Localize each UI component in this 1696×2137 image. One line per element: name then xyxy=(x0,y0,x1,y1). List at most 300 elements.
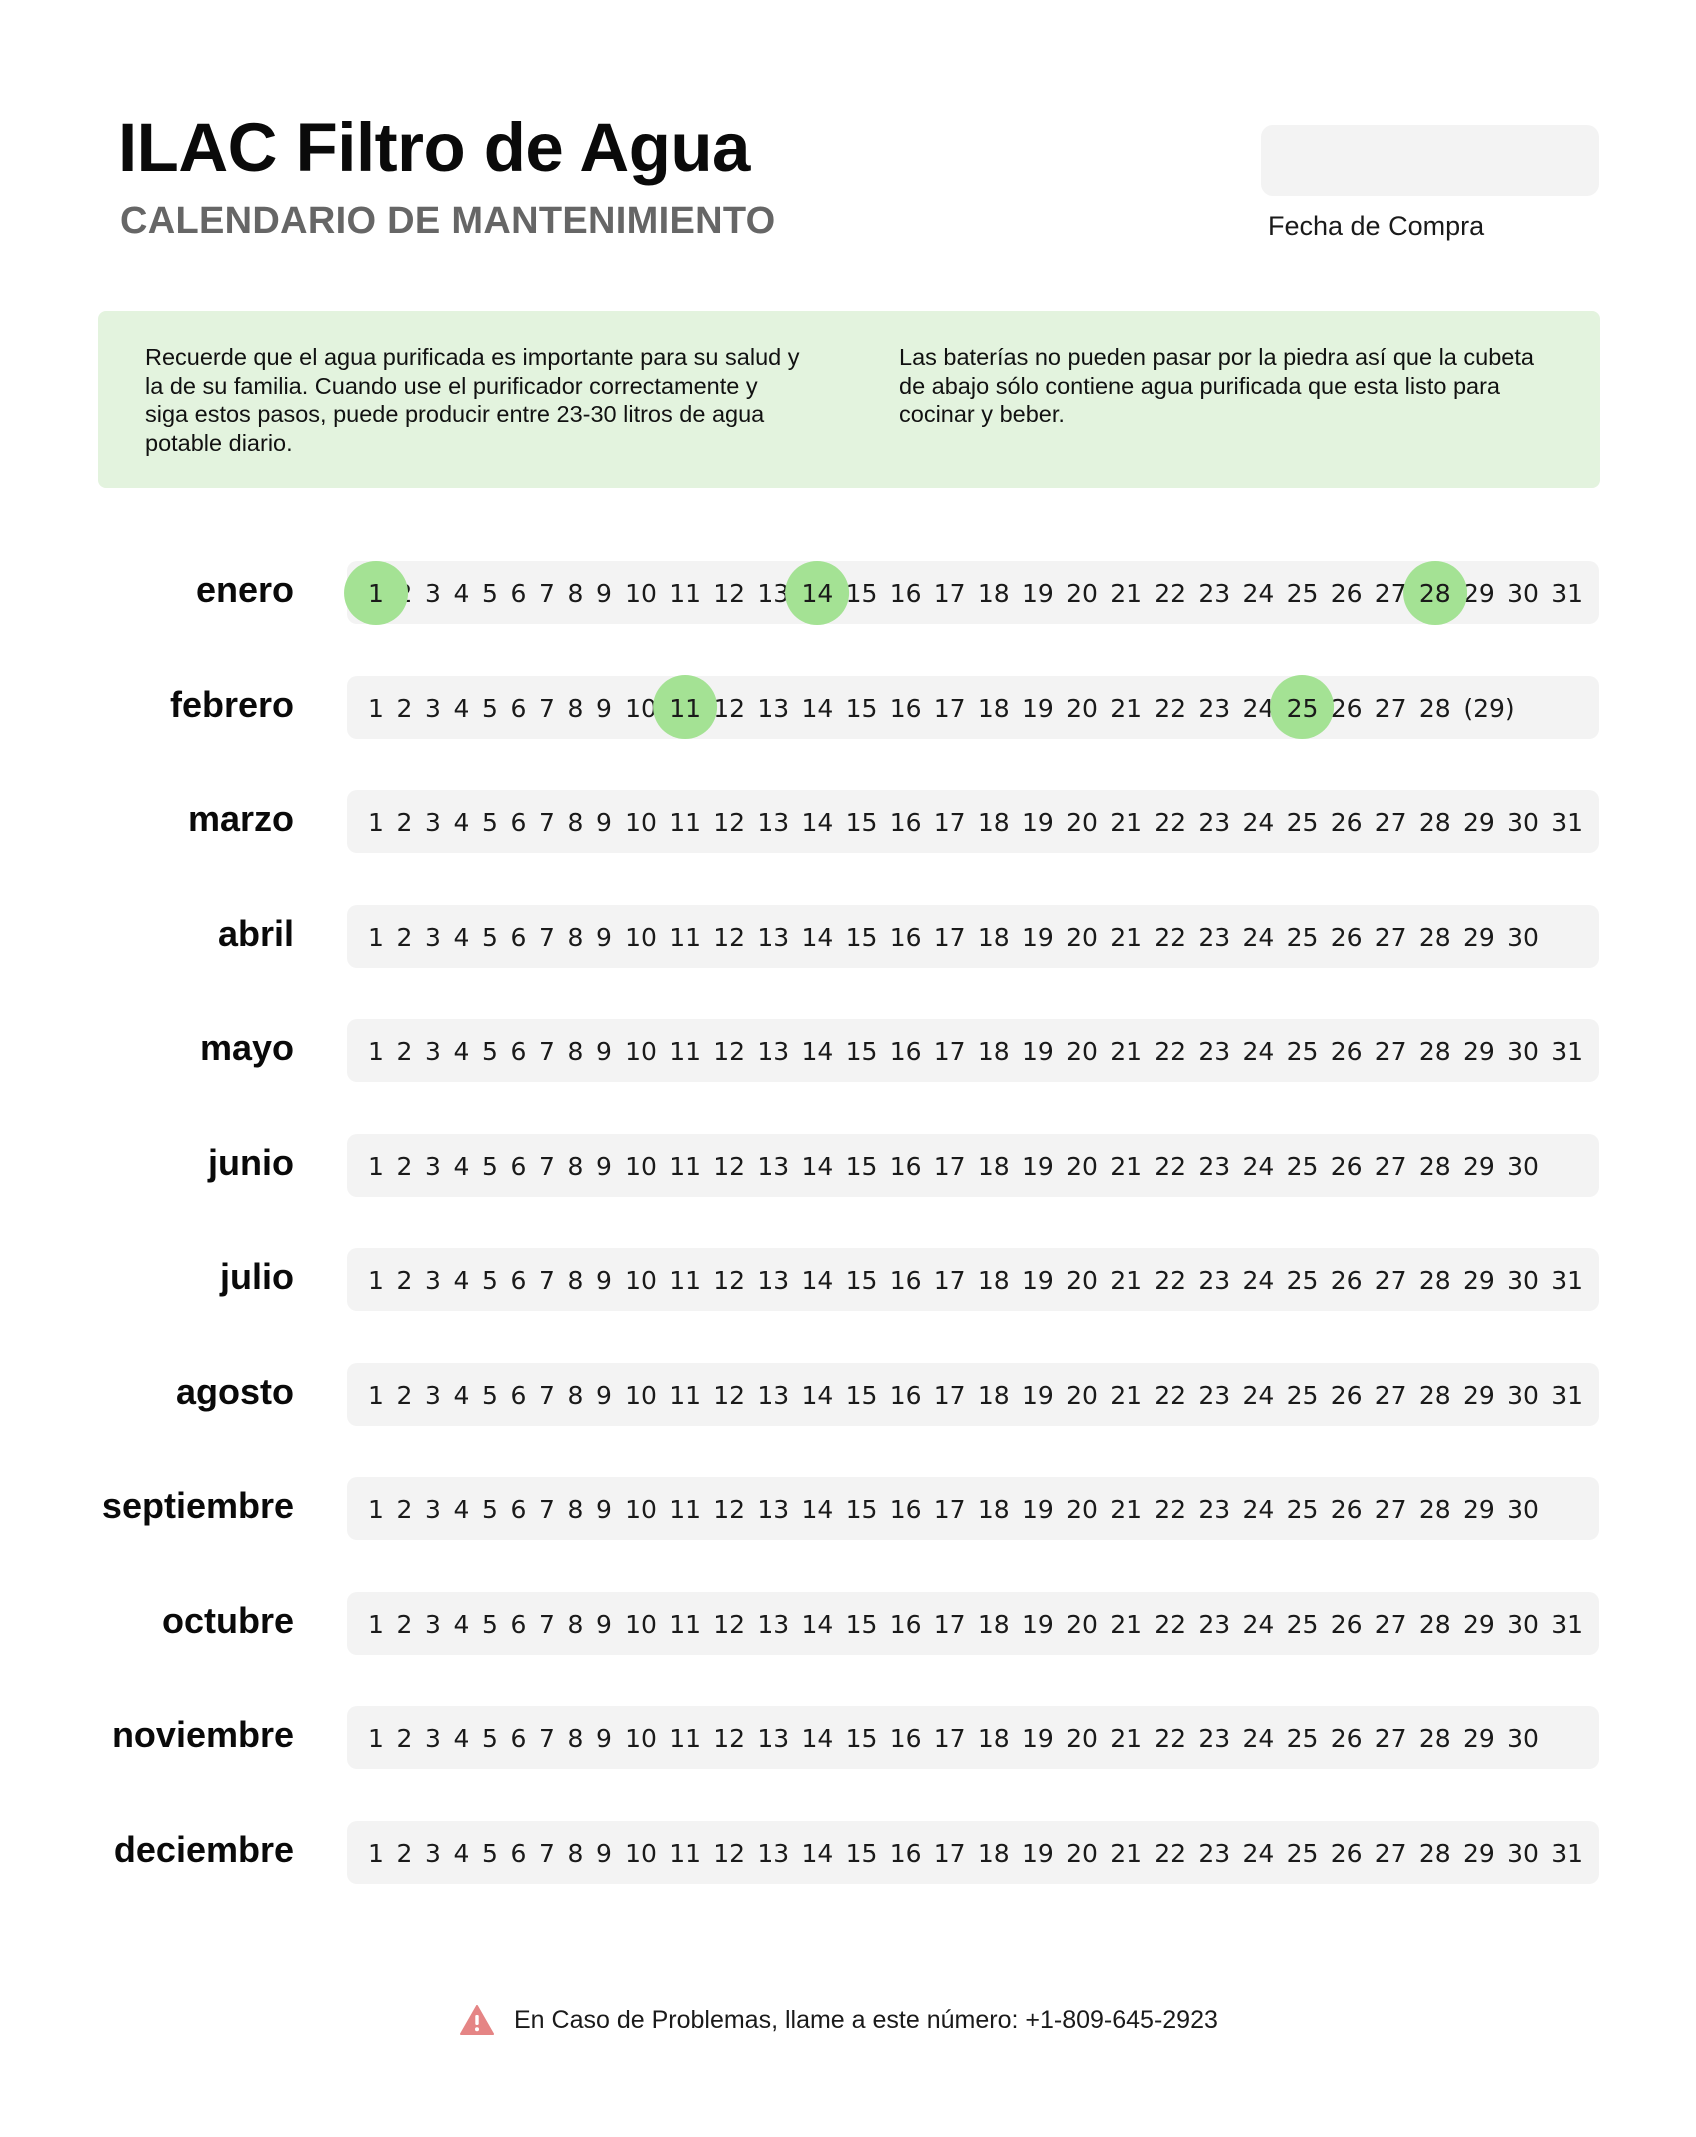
day[interactable]: 27 xyxy=(1374,693,1407,723)
day[interactable]: 24 xyxy=(1242,1838,1275,1868)
day[interactable]: 14 xyxy=(801,1037,834,1066)
day[interactable]: 19 xyxy=(1021,1838,1054,1868)
day[interactable]: 16 xyxy=(889,579,922,608)
day[interactable]: 6 xyxy=(510,922,527,952)
day[interactable]: 3 xyxy=(425,579,441,608)
day[interactable]: 27 xyxy=(1374,1724,1407,1753)
day[interactable]: 5 xyxy=(482,808,498,837)
day[interactable]: 14 xyxy=(801,922,834,952)
day[interactable]: 14 xyxy=(801,1380,834,1410)
day[interactable]: 2 xyxy=(396,693,413,723)
day[interactable]: 23 xyxy=(1198,1037,1231,1066)
day[interactable]: 25 xyxy=(1286,808,1319,837)
day[interactable]: 6 xyxy=(510,1838,527,1868)
day[interactable]: 7 xyxy=(539,693,555,723)
day[interactable]: 4 xyxy=(453,1838,470,1868)
day[interactable]: 22 xyxy=(1154,922,1187,952)
day[interactable]: 4 xyxy=(453,1037,470,1066)
day[interactable]: 27 xyxy=(1374,808,1407,837)
day[interactable]: 12 xyxy=(713,1609,746,1639)
day[interactable]: 11 xyxy=(669,1037,701,1066)
day[interactable]: 19 xyxy=(1021,922,1054,952)
day[interactable]: 15 xyxy=(845,579,878,608)
day[interactable]: 26 xyxy=(1330,1151,1363,1181)
day[interactable]: 5 xyxy=(482,1495,498,1524)
day[interactable]: 24 xyxy=(1242,1380,1275,1410)
day[interactable]: 22 xyxy=(1154,1609,1187,1639)
day[interactable]: 18 xyxy=(977,922,1010,952)
day[interactable]: 10 xyxy=(625,1724,657,1753)
day[interactable]: 26 xyxy=(1330,808,1363,837)
day[interactable]: 8 xyxy=(567,1838,584,1868)
day[interactable]: 15 xyxy=(845,693,878,723)
day[interactable]: 1 xyxy=(368,1151,384,1181)
day[interactable]: 6 xyxy=(510,1495,527,1524)
day[interactable]: 7 xyxy=(539,1151,555,1181)
day[interactable]: 13 xyxy=(757,693,790,723)
day[interactable]: 28 xyxy=(1418,693,1451,723)
day[interactable]: 23 xyxy=(1198,1495,1231,1524)
day[interactable]: 16 xyxy=(889,808,922,837)
day[interactable]: 15 xyxy=(845,1724,878,1753)
day[interactable]: 23 xyxy=(1198,1151,1231,1181)
day[interactable]: 29 xyxy=(1462,922,1495,952)
day[interactable]: 14 xyxy=(801,1151,834,1181)
day[interactable]: 28 xyxy=(1418,1724,1451,1753)
day[interactable]: 27 xyxy=(1374,579,1407,608)
day[interactable]: 3 xyxy=(425,1724,441,1753)
day[interactable]: 20 xyxy=(1066,1838,1098,1868)
day[interactable]: 6 xyxy=(510,808,527,837)
day[interactable]: 30 xyxy=(1507,1266,1539,1295)
day[interactable]: 24 xyxy=(1242,1037,1275,1066)
day[interactable]: 31 xyxy=(1551,1266,1583,1295)
day[interactable]: 7 xyxy=(539,579,555,608)
day[interactable]: 23 xyxy=(1198,693,1231,723)
day[interactable]: 22 xyxy=(1154,1724,1187,1753)
day[interactable]: 28 xyxy=(1418,1838,1451,1868)
day[interactable]: 21 xyxy=(1110,1380,1142,1410)
day[interactable]: 7 xyxy=(539,1266,555,1295)
day[interactable]: 25 xyxy=(1286,1724,1319,1753)
day[interactable]: 23 xyxy=(1198,1724,1231,1753)
day[interactable]: 5 xyxy=(482,693,498,723)
day[interactable]: 28 xyxy=(1418,1151,1451,1181)
day[interactable]: 10 xyxy=(625,579,657,608)
day[interactable]: 16 xyxy=(889,1495,922,1524)
day[interactable]: 2 xyxy=(396,1609,413,1639)
day[interactable]: 25 xyxy=(1286,1380,1319,1410)
day[interactable]: 12 xyxy=(713,1266,746,1295)
day[interactable]: 2 xyxy=(396,1495,413,1524)
day[interactable]: 12 xyxy=(713,922,746,952)
day[interactable]: 9 xyxy=(596,1495,612,1524)
day[interactable]: 21 xyxy=(1110,1266,1142,1295)
day[interactable]: 21 xyxy=(1110,1838,1142,1868)
day[interactable]: 22 xyxy=(1154,1495,1187,1524)
day[interactable]: 13 xyxy=(757,1380,790,1410)
day[interactable]: 27 xyxy=(1374,1037,1407,1066)
day[interactable]: 2 xyxy=(396,1151,413,1181)
day[interactable]: 16 xyxy=(889,693,922,723)
day[interactable]: 25 xyxy=(1286,579,1319,608)
day[interactable]: 9 xyxy=(596,1151,612,1181)
day[interactable]: 1 xyxy=(368,1266,384,1295)
day[interactable]: 7 xyxy=(539,1609,555,1639)
day[interactable]: 3 xyxy=(425,1266,441,1295)
day[interactable]: 16 xyxy=(889,1380,922,1410)
day[interactable]: 9 xyxy=(596,693,612,723)
day[interactable]: 25 xyxy=(1286,1266,1319,1295)
day[interactable]: 30 xyxy=(1507,1838,1539,1868)
day[interactable]: 3 xyxy=(425,1609,441,1639)
day[interactable]: 6 xyxy=(510,579,527,608)
day[interactable]: 21 xyxy=(1110,1724,1142,1753)
day[interactable]: 6 xyxy=(510,1380,527,1410)
day[interactable]: 6 xyxy=(510,1609,527,1639)
day[interactable]: 30 xyxy=(1507,1037,1539,1066)
day[interactable]: 7 xyxy=(539,1037,555,1066)
day-marked[interactable]: 1 xyxy=(368,561,384,624)
day[interactable]: 29 xyxy=(1462,1151,1495,1181)
day[interactable]: 10 xyxy=(625,693,657,723)
day[interactable]: 28 xyxy=(1418,922,1451,952)
day[interactable]: 5 xyxy=(482,1151,498,1181)
day[interactable]: 12 xyxy=(713,1037,746,1066)
day[interactable]: 3 xyxy=(425,1151,441,1181)
day[interactable]: 2 xyxy=(396,1037,413,1066)
day[interactable]: 9 xyxy=(596,1266,612,1295)
day[interactable]: 18 xyxy=(977,579,1010,608)
day[interactable]: 7 xyxy=(539,1724,555,1753)
day[interactable]: 19 xyxy=(1021,1037,1054,1066)
day[interactable]: 15 xyxy=(845,1037,878,1066)
day-leap[interactable]: (29) xyxy=(1463,693,1515,723)
day[interactable]: 8 xyxy=(567,808,584,837)
day[interactable]: 15 xyxy=(845,808,878,837)
day[interactable]: 2 xyxy=(396,1380,413,1410)
day[interactable]: 8 xyxy=(567,1380,584,1410)
day[interactable]: 9 xyxy=(596,808,612,837)
day[interactable]: 19 xyxy=(1021,1609,1054,1639)
day[interactable]: 15 xyxy=(845,1838,878,1868)
day[interactable]: 29 xyxy=(1462,1266,1495,1295)
day[interactable]: 3 xyxy=(425,693,441,723)
day[interactable]: 2 xyxy=(396,922,413,952)
day[interactable]: 1 xyxy=(368,1609,384,1639)
day[interactable]: 23 xyxy=(1198,1380,1231,1410)
day[interactable]: 6 xyxy=(510,1724,527,1753)
day[interactable]: 22 xyxy=(1154,1380,1187,1410)
day[interactable]: 16 xyxy=(889,922,922,952)
day[interactable]: 29 xyxy=(1462,579,1495,608)
day[interactable]: 25 xyxy=(1286,1151,1319,1181)
day[interactable]: 11 xyxy=(669,1495,701,1524)
day[interactable]: 28 xyxy=(1418,1037,1451,1066)
day[interactable]: 9 xyxy=(596,579,612,608)
day[interactable]: 18 xyxy=(977,1151,1010,1181)
day[interactable]: 29 xyxy=(1462,1724,1495,1753)
day[interactable]: 30 xyxy=(1507,922,1539,952)
day[interactable]: 11 xyxy=(669,1838,701,1868)
day[interactable]: 28 xyxy=(1418,808,1451,837)
day[interactable]: 12 xyxy=(713,1495,746,1524)
day[interactable]: 6 xyxy=(510,1266,527,1295)
day[interactable]: 13 xyxy=(757,1609,790,1639)
day[interactable]: 10 xyxy=(625,922,657,952)
day[interactable]: 22 xyxy=(1154,1838,1187,1868)
day[interactable]: 14 xyxy=(801,1266,834,1295)
day[interactable]: 30 xyxy=(1507,1609,1539,1639)
day[interactable]: 17 xyxy=(933,1495,966,1524)
day[interactable]: 23 xyxy=(1198,579,1231,608)
day[interactable]: 23 xyxy=(1198,1838,1231,1868)
day[interactable]: 31 xyxy=(1551,1380,1583,1410)
day[interactable]: 30 xyxy=(1507,1724,1539,1753)
day[interactable]: 20 xyxy=(1066,1609,1098,1639)
day[interactable]: 24 xyxy=(1242,1724,1275,1753)
day[interactable]: 22 xyxy=(1154,808,1187,837)
day[interactable]: 25 xyxy=(1286,1838,1319,1868)
day[interactable]: 21 xyxy=(1110,808,1142,837)
day[interactable]: 24 xyxy=(1242,922,1275,952)
day[interactable]: 24 xyxy=(1242,1495,1275,1524)
day[interactable]: 31 xyxy=(1551,1037,1583,1066)
day[interactable]: 29 xyxy=(1462,1838,1495,1868)
day[interactable]: 31 xyxy=(1551,579,1583,608)
day[interactable]: 8 xyxy=(567,1609,584,1639)
day[interactable]: 5 xyxy=(482,579,498,608)
day[interactable]: 13 xyxy=(757,1037,790,1066)
day[interactable]: 16 xyxy=(889,1266,922,1295)
day[interactable]: 8 xyxy=(567,1037,584,1066)
day[interactable]: 4 xyxy=(453,922,470,952)
day[interactable]: 11 xyxy=(669,579,701,608)
purchase-date-field[interactable] xyxy=(1261,125,1599,196)
day[interactable]: 15 xyxy=(845,1266,878,1295)
day[interactable]: 29 xyxy=(1462,1380,1495,1410)
day[interactable]: 12 xyxy=(713,1151,746,1181)
day[interactable]: 18 xyxy=(977,1724,1010,1753)
day[interactable]: 14 xyxy=(801,1724,834,1753)
day[interactable]: 9 xyxy=(596,1724,612,1753)
day[interactable]: 4 xyxy=(453,1266,470,1295)
day[interactable]: 8 xyxy=(567,579,584,608)
day[interactable]: 19 xyxy=(1021,1724,1054,1753)
day[interactable]: 17 xyxy=(933,1380,966,1410)
day[interactable]: 1 xyxy=(368,1495,384,1524)
day[interactable]: 16 xyxy=(889,1609,922,1639)
day[interactable]: 25 xyxy=(1286,1609,1319,1639)
day[interactable]: 7 xyxy=(539,922,555,952)
day[interactable]: 1 xyxy=(368,693,384,723)
day[interactable]: 16 xyxy=(889,1724,922,1753)
day[interactable]: 10 xyxy=(625,1380,657,1410)
day[interactable]: 13 xyxy=(757,1151,790,1181)
day[interactable]: 10 xyxy=(625,1037,657,1066)
day[interactable]: 14 xyxy=(801,1495,834,1524)
day[interactable]: 2 xyxy=(396,1838,413,1868)
day[interactable]: 27 xyxy=(1374,1266,1407,1295)
day[interactable]: 22 xyxy=(1154,1151,1187,1181)
day[interactable]: 11 xyxy=(669,1380,701,1410)
day[interactable]: 20 xyxy=(1066,808,1098,837)
day[interactable]: 30 xyxy=(1507,579,1539,608)
day[interactable]: 15 xyxy=(845,1609,878,1639)
day[interactable]: 28 xyxy=(1418,1495,1451,1524)
day[interactable]: 4 xyxy=(453,1380,470,1410)
day[interactable]: 19 xyxy=(1021,1380,1054,1410)
day[interactable]: 23 xyxy=(1198,1609,1231,1639)
day[interactable]: 4 xyxy=(453,1495,470,1524)
day[interactable]: 18 xyxy=(977,1838,1010,1868)
day[interactable]: 21 xyxy=(1110,693,1142,723)
day[interactable]: 20 xyxy=(1066,1724,1098,1753)
day[interactable]: 4 xyxy=(453,1609,470,1639)
day[interactable]: 17 xyxy=(933,808,966,837)
day[interactable]: 4 xyxy=(453,693,470,723)
day[interactable]: 1 xyxy=(368,808,384,837)
day[interactable]: 17 xyxy=(933,1609,966,1639)
day[interactable]: 2 xyxy=(396,808,413,837)
day[interactable]: 11 xyxy=(669,1266,701,1295)
day[interactable]: 30 xyxy=(1507,808,1539,837)
day[interactable]: 9 xyxy=(596,1037,612,1066)
day[interactable]: 26 xyxy=(1330,1724,1363,1753)
day[interactable]: 10 xyxy=(625,1151,657,1181)
day[interactable]: 22 xyxy=(1154,1037,1187,1066)
day[interactable]: 12 xyxy=(713,693,746,723)
day[interactable]: 27 xyxy=(1374,1495,1407,1524)
day[interactable]: 1 xyxy=(368,922,384,952)
day[interactable]: 26 xyxy=(1330,693,1363,723)
day[interactable]: 1 xyxy=(368,1037,384,1066)
day-marked[interactable]: 11 xyxy=(669,676,701,739)
day[interactable]: 13 xyxy=(757,808,790,837)
day[interactable]: 13 xyxy=(757,1495,790,1524)
day[interactable]: 28 xyxy=(1418,1609,1451,1639)
day[interactable]: 19 xyxy=(1021,579,1054,608)
day[interactable]: 20 xyxy=(1066,1037,1098,1066)
day[interactable]: 26 xyxy=(1330,1495,1363,1524)
day[interactable]: 25 xyxy=(1286,1037,1319,1066)
day[interactable]: 22 xyxy=(1154,579,1187,608)
day[interactable]: 17 xyxy=(933,1724,966,1753)
day[interactable]: 8 xyxy=(567,693,584,723)
day[interactable]: 5 xyxy=(482,922,498,952)
day[interactable]: 5 xyxy=(482,1380,498,1410)
day[interactable]: 6 xyxy=(510,1151,527,1181)
day[interactable]: 15 xyxy=(845,1151,878,1181)
day[interactable]: 3 xyxy=(425,808,441,837)
day[interactable]: 3 xyxy=(425,922,441,952)
day-marked[interactable]: 14 xyxy=(801,561,833,624)
day[interactable]: 16 xyxy=(889,1037,922,1066)
day[interactable]: 1 xyxy=(368,1838,384,1868)
day[interactable]: 5 xyxy=(482,1609,498,1639)
day[interactable]: 19 xyxy=(1021,1151,1054,1181)
day[interactable]: 19 xyxy=(1021,808,1054,837)
day[interactable]: 28 xyxy=(1418,1266,1451,1295)
day[interactable]: 31 xyxy=(1551,1609,1583,1639)
day[interactable]: 10 xyxy=(625,1609,657,1639)
day[interactable]: 19 xyxy=(1021,693,1054,723)
day[interactable]: 2 xyxy=(396,579,413,608)
day[interactable]: 7 xyxy=(539,1838,555,1868)
day[interactable]: 4 xyxy=(453,579,470,608)
day[interactable]: 11 xyxy=(669,1724,701,1753)
day[interactable]: 27 xyxy=(1374,922,1407,952)
day[interactable]: 8 xyxy=(567,922,584,952)
day[interactable]: 26 xyxy=(1330,579,1363,608)
day[interactable]: 5 xyxy=(482,1266,498,1295)
day[interactable]: 5 xyxy=(482,1838,498,1868)
day[interactable]: 18 xyxy=(977,1609,1010,1639)
day[interactable]: 16 xyxy=(889,1838,922,1868)
day[interactable]: 20 xyxy=(1066,922,1098,952)
day[interactable]: 18 xyxy=(977,1037,1010,1066)
day[interactable]: 14 xyxy=(801,1838,834,1868)
day[interactable]: 8 xyxy=(567,1266,584,1295)
day[interactable]: 21 xyxy=(1110,1037,1142,1066)
day[interactable]: 26 xyxy=(1330,922,1363,952)
day[interactable]: 10 xyxy=(625,1838,657,1868)
day[interactable]: 3 xyxy=(425,1495,441,1524)
day[interactable]: 30 xyxy=(1507,1151,1539,1181)
day[interactable]: 20 xyxy=(1066,693,1098,723)
day[interactable]: 12 xyxy=(713,808,746,837)
day[interactable]: 12 xyxy=(713,1838,746,1868)
day[interactable]: 8 xyxy=(567,1724,584,1753)
day[interactable]: 17 xyxy=(933,579,966,608)
day[interactable]: 8 xyxy=(567,1151,584,1181)
day[interactable]: 1 xyxy=(368,1380,384,1410)
day[interactable]: 13 xyxy=(757,1838,790,1868)
day[interactable]: 29 xyxy=(1462,808,1495,837)
day[interactable]: 24 xyxy=(1242,1151,1275,1181)
day[interactable]: 28 xyxy=(1418,1380,1451,1410)
day[interactable]: 21 xyxy=(1110,579,1142,608)
day[interactable]: 18 xyxy=(977,693,1010,723)
day[interactable]: 18 xyxy=(977,1266,1010,1295)
day[interactable]: 20 xyxy=(1066,579,1098,608)
day[interactable]: 24 xyxy=(1242,1266,1275,1295)
day[interactable]: 25 xyxy=(1286,1495,1319,1524)
day[interactable]: 31 xyxy=(1551,1838,1583,1868)
day[interactable]: 6 xyxy=(510,693,527,723)
day[interactable]: 26 xyxy=(1330,1609,1363,1639)
day[interactable]: 11 xyxy=(669,922,701,952)
day[interactable]: 10 xyxy=(625,1495,657,1524)
day[interactable]: 26 xyxy=(1330,1037,1363,1066)
day[interactable]: 27 xyxy=(1374,1838,1407,1868)
day[interactable]: 15 xyxy=(845,1495,878,1524)
day[interactable]: 13 xyxy=(757,1724,790,1753)
day[interactable]: 21 xyxy=(1110,1609,1142,1639)
day[interactable]: 19 xyxy=(1021,1495,1054,1524)
day[interactable]: 9 xyxy=(596,1838,612,1868)
day[interactable]: 9 xyxy=(596,1380,612,1410)
day[interactable]: 7 xyxy=(539,1380,555,1410)
day[interactable]: 12 xyxy=(713,579,746,608)
day[interactable]: 21 xyxy=(1110,922,1142,952)
day[interactable]: 5 xyxy=(482,1724,498,1753)
day[interactable]: 16 xyxy=(889,1151,922,1181)
day[interactable]: 27 xyxy=(1374,1609,1407,1639)
day[interactable]: 9 xyxy=(596,922,612,952)
day[interactable]: 26 xyxy=(1330,1380,1363,1410)
day[interactable]: 20 xyxy=(1066,1380,1098,1410)
